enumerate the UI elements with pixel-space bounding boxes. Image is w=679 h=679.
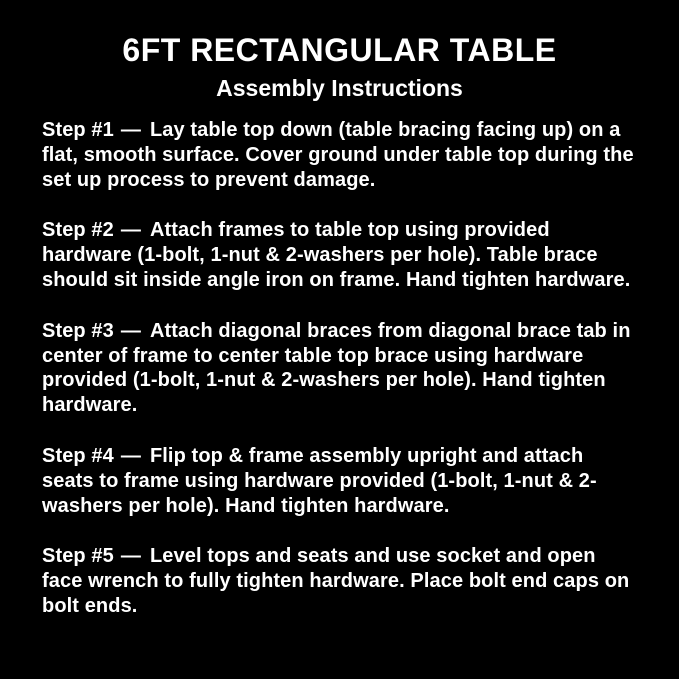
step-item-3 bbox=[42, 319, 637, 418]
step-5-text: Level tops and seats and use socket and open face wrench to fully tighten hardware. Place bolt end caps on bolt ends. bbox=[42, 545, 630, 617]
step-item-1 bbox=[42, 118, 637, 192]
step-4-label: Step #4 bbox=[42, 444, 114, 467]
step-1-label: Step #1 bbox=[42, 119, 114, 141]
step-4-dash: — bbox=[120, 444, 141, 467]
step-4-text: Flip top & frame assembly upright and attach seats to frame using hardware provided (1-bolt, 1-nut & 2-washers per hole). Hand tighten hardware. bbox=[42, 444, 597, 517]
step-2-dash: — bbox=[120, 219, 141, 242]
step-3-label: Step #3 bbox=[42, 319, 114, 342]
step-3-dash: — bbox=[120, 319, 141, 342]
step-item-2 bbox=[42, 218, 637, 292]
step-1-text: Lay table top down (table bracing facing up) on a flat, smooth surface. Cover ground under table top during the set up process to prevent damage. bbox=[42, 119, 634, 191]
step-2-text: Attach frames to table top using provided hardware (1-bolt, 1-nut & 2-washers per hole). Table brace should sit inside angle iron on frame. Hand tighten hardware. bbox=[42, 219, 631, 291]
step-3-text: Attach diagonal braces from diagonal brace tab in center of frame to center table top brace using hardware provided (1-bolt, 1-nut & 2-washers per hole). Hand tighten hardware. bbox=[42, 319, 631, 417]
page-subtitle: Assembly Instructions bbox=[216, 75, 463, 101]
steps-list bbox=[42, 118, 637, 619]
step-2-label: Step #2 bbox=[42, 219, 114, 242]
step-5-dash: — bbox=[120, 545, 141, 568]
poster-header bbox=[42, 32, 637, 102]
step-5-label: Step #5 bbox=[42, 545, 114, 568]
page-title: 6FT RECTANGULAR TABLE bbox=[122, 32, 557, 68]
step-item-5 bbox=[42, 544, 637, 618]
step-item-4 bbox=[42, 444, 637, 518]
step-1-dash: — bbox=[120, 119, 141, 141]
